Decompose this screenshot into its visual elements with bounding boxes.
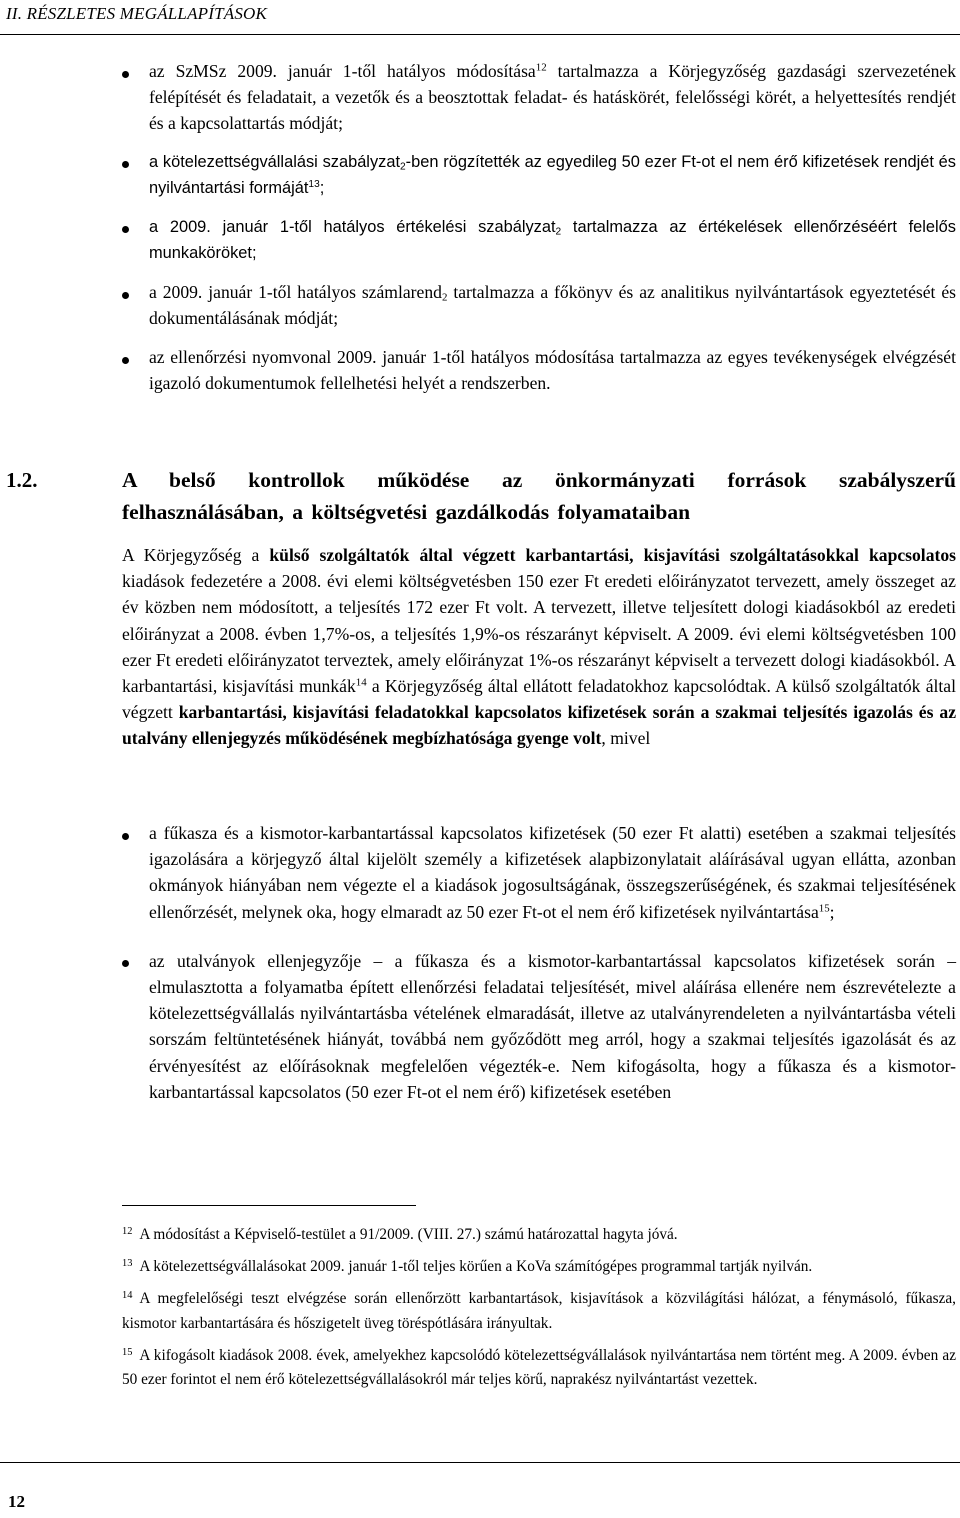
deficiency-list (122, 820, 956, 1128)
list-item: a 2009. január 1-től hatályos értékelési szabályzat$_2$ tartalmazza az értékelések ellenőrzéséért felelős munkaköröket; (122, 214, 956, 266)
footnote: $^{14}$ A megfelelőségi teszt elvégzése során ellenőrzött karbantartások, kisjavítások a közvilágítási hálózat, a fénymásoló, fűkasza, kismotor karbantartására és hőszigetelt üveg töréspótlására irányultak. (122, 1290, 956, 1332)
footnote-ref: 14 (355, 676, 367, 689)
bullet-icon (122, 226, 129, 233)
list-item: a kötelezettségvállalási szabályzat$_2$-ben rögzítették az egyedileg 50 ezer Ft-ot el nem érő kifizetések rendjét és nyilvántartási formáját$^{13}$; (122, 149, 956, 201)
footnotes (122, 1220, 956, 1397)
bullet-icon (122, 357, 129, 364)
footnote: $^{13}$ A kötelezettségvállalásokat 2009. január 1-től teljes körűen a KoVa számítógépes programmal tartják nyilván. (122, 1258, 813, 1276)
bullet-icon (122, 292, 129, 299)
footnote-ref: 15 (818, 902, 830, 915)
footnote: $^{15}$ A kifogásolt kiadások 2008. évek, amelyekhez kapcsolódó kötelezettségvállalások nyilvántartása nem történt meg. A 2009. évben az 50 ezer forintot el nem érő kötelezettségvállalásokról már teljes körű, naprakész nyilvántartást vezettek. (122, 1346, 956, 1388)
running-header: II. RÉSZLETES MEGÁLLAPÍTÁSOK (6, 4, 268, 23)
header-divider (0, 34, 960, 35)
bullet-icon (122, 833, 129, 840)
list-item: az ellenőrzési nyomvonal 2009. január 1-től hatályos módosítása tartalmazza az egyes tevékenységek elvégzését igazoló dokumentumok fellelhetési helyét a rendszerben. (122, 344, 956, 396)
bullet-icon (122, 71, 129, 78)
footnote-ref: 13 (308, 178, 320, 190)
list-item: a fűkasza és a kismotor-karbantartással kapcsolatos kifizetések (50 ezer Ft alatti) esetében a szakmai teljesítés igazolására a körjegyző által kijelölt személy a kifizetések alapbizonylatait aláírásával ugyan ellátta, azonban okmányok hiányában nem végezte el a kiadások jogosultságának, összegszerűségének, és szakmai teljesítésének ellenőrzését, melynek oka, hogy elmaradt az 50 ezer Ft-ot el nem érő kifizetések nyilvántartása$^{15}$; (122, 820, 956, 925)
body-paragraph: A Körjegyzőség a külső szolgáltatók által végzett karbantartási, kisjavítási szolgáltatásokkal kapcsolatos kiadások fedezetére a 2008. évi elemi költségvetésben 150 ezer Ft eredeti előirányzatot tervezett, amely összeget az év közben nem módosított, a teljesítés 172 ezer Ft volt. A tervezett, illetve teljesített dologi kiadásokból az eredeti előirányzat a 2008. évben 1,7%-os, a teljesítés 1,9%-os részarányt képviselt. A 2009. évi elemi költségvetésben 100 ezer Ft eredeti előirányzatot terveztek, amely előirányzat 1%-os részarányt képviselt a tervezett dologi kiadásokból. A karbantartási, kisjavítási munkák$^{14}$ a Körjegyzőség által ellátott feladatokhoz kapcsolódtak. A külső szolgáltatók által végzett karbantartási, kisjavítási feladatokkal kapcsolatos kifizetések során a szakmai teljesítés igazolás és az utalvány ellenjegyzés működésének megbízhatósága gyenge volt, mivel (122, 545, 956, 749)
list-item: az SzMSz 2009. január 1-től hatályos módosítása$^{12}$ tartalmazza a Körjegyzőség gazdasági szervezetének felépítését és feladatait, a vezetők és a beosztottak feladat- és hatáskörét, felelősségi körét, a helyettesítés rendjét és a kapcsolattartás módját; (122, 58, 956, 136)
page-number: 12 (8, 1492, 25, 1511)
list-item: a 2009. január 1-től hatályos számlarend$_2$ tartalmazza a főkönyv és az analitikus nyilvántartások egyeztetését és dokumentálásának módját; (122, 279, 956, 331)
findings-list (122, 58, 956, 409)
bullet-icon (122, 960, 129, 967)
footnote-divider (122, 1205, 416, 1206)
section-number: 1.2. (6, 468, 38, 492)
section-title: A belső kontrollok működése az önkormányzati források szabályszerű felhasználásában, a költségvetési gazdálkodás folyamataiban (122, 468, 956, 524)
footnote-ref: 12 (535, 61, 547, 74)
bullet-icon (122, 161, 129, 168)
footnote: $^{12}$ A módosítást a Képviselő-testület a 91/2009. (VIII. 27.) számú határozattal hagyta jóvá. (122, 1226, 678, 1244)
list-item: az utalványok ellenjegyzője – a fűkasza és a kismotor-karbantartással kapcsolatos kifizetések során – elmulasztotta a folyamatba épített ellenőrzési feladatai teljesítését, mivel aláírása ellenére nem észrevételezte a kötelezettségvállalás nyilvántartásba vételének elmaradását, illetve az utalványrendeleten a nyilvántartásba vételi sorszám feltüntetésének hiányát, továbbá nem győződött meg arról, hogy a szakmai teljesítés igazolását és az érvényesítést az előírásoknak megfelelően végezték-e. Nem kifogásolta, hogy a fűkasza és a kismotor-karbantartással kapcsolatos (50 ezer Ft-ot el nem érő) kifizetések esetében (122, 948, 956, 1105)
footer-divider (0, 1462, 960, 1463)
